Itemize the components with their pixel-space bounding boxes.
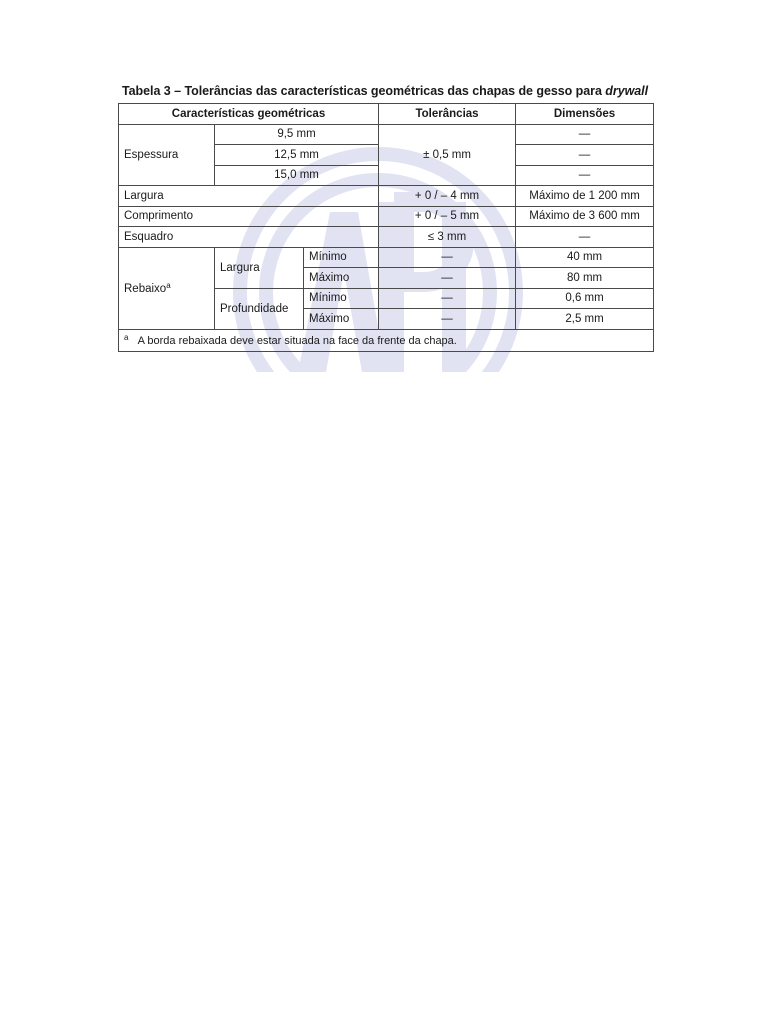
table-row: [119, 186, 654, 207]
comprimento-label: Comprimento: [119, 206, 379, 227]
rebaixo-profundidade-max-tolerance: —: [379, 309, 516, 330]
espessura-dimension: —: [516, 145, 654, 166]
rebaixo-profundidade-min-label: Mínimo: [304, 288, 379, 309]
rebaixo-footnote-mark: a: [166, 281, 171, 290]
table-footnote: [119, 329, 654, 351]
rebaixo-largura-min-dimension: 40 mm: [516, 247, 654, 268]
espessura-value: 15,0 mm: [215, 165, 379, 186]
table-caption: [122, 84, 662, 98]
table-row: [119, 124, 654, 145]
rebaixo-largura-label: Largura: [215, 247, 304, 288]
rebaixo-profundidade-max-label: Máximo: [304, 309, 379, 330]
espessura-value: 12,5 mm: [215, 145, 379, 166]
table-row: [119, 227, 654, 248]
header-dimensoes: Dimensões: [516, 104, 654, 125]
largura-tolerance: + 0 / – 4 mm: [379, 186, 516, 207]
comprimento-dimension: Máximo de 3 600 mm: [516, 206, 654, 227]
esquadro-label: Esquadro: [119, 227, 379, 248]
largura-label: Largura: [119, 186, 379, 207]
table-header-row: [119, 104, 654, 125]
espessura-dimension: —: [516, 124, 654, 145]
espessura-value: 9,5 mm: [215, 124, 379, 145]
rebaixo-profundidade-max-dimension: 2,5 mm: [516, 309, 654, 330]
espessura-tolerance: ± 0,5 mm: [379, 124, 516, 186]
footnote-mark: a: [124, 333, 129, 342]
espessura-dimension: —: [516, 165, 654, 186]
rebaixo-profundidade-min-tolerance: —: [379, 288, 516, 309]
tolerance-table: [118, 103, 654, 352]
comprimento-tolerance: + 0 / – 5 mm: [379, 206, 516, 227]
rebaixo-largura-max-dimension: 80 mm: [516, 268, 654, 289]
caption-emphasis: drywall: [605, 84, 649, 98]
footnote-text: A borda rebaixada deve estar situada na face da frente da chapa.: [137, 335, 457, 347]
header-caracteristicas: Características geométricas: [119, 104, 379, 125]
table-row: [119, 247, 654, 268]
rebaixo-label: [119, 247, 215, 329]
rebaixo-largura-max-label: Máximo: [304, 268, 379, 289]
rebaixo-largura-max-tolerance: —: [379, 268, 516, 289]
table-row: [119, 206, 654, 227]
esquadro-tolerance: ≤ 3 mm: [379, 227, 516, 248]
rebaixo-largura-min-tolerance: —: [379, 247, 516, 268]
esquadro-dimension: —: [516, 227, 654, 248]
rebaixo-largura-min-label: Mínimo: [304, 247, 379, 268]
rebaixo-profundidade-min-dimension: 0,6 mm: [516, 288, 654, 309]
caption-text: Tabela 3 – Tolerâncias das características geométricas das chapas de gesso para: [122, 84, 606, 98]
header-tolerancias: Tolerâncias: [379, 104, 516, 125]
rebaixo-profundidade-label: Profundidade: [215, 288, 304, 329]
largura-dimension: Máximo de 1 200 mm: [516, 186, 654, 207]
table-footnote-row: [119, 329, 654, 351]
rebaixo-text: Rebaixo: [124, 283, 167, 295]
espessura-label: Espessura: [119, 124, 215, 186]
